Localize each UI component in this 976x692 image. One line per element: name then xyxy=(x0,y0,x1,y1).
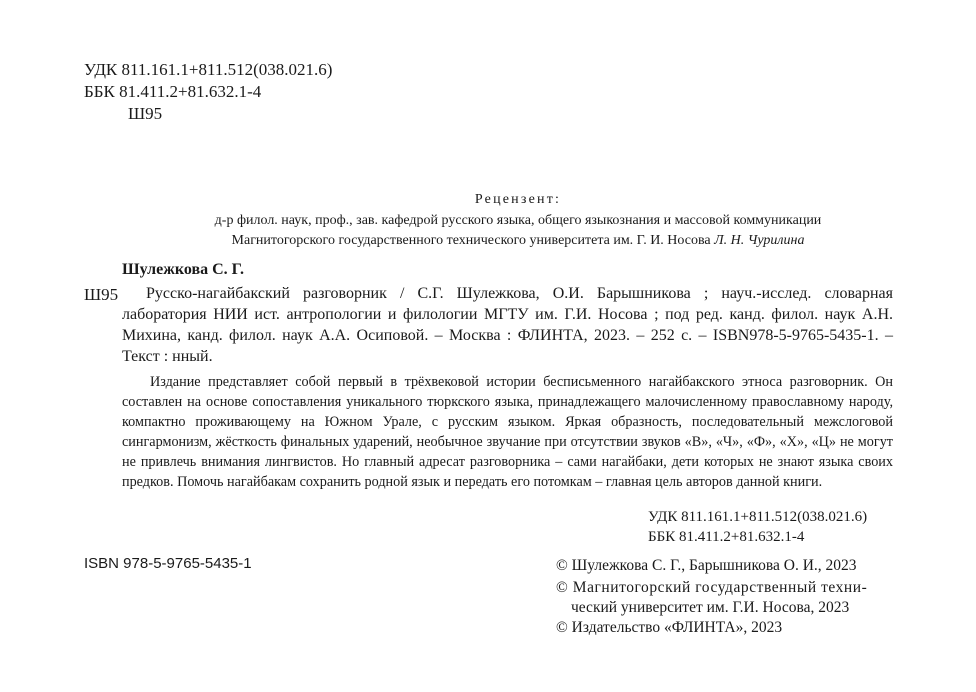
entry-udk: УДК 811.161.1+811.512(038.021.6) xyxy=(648,509,868,525)
entry-author-mark: Ш95 xyxy=(84,285,119,304)
copyright-authors: © Шулежкова С. Г., Барышникова О. И., 2023 xyxy=(556,557,857,574)
copyright-university-line-2: ческий университет им. Г.И. Носова, 2023 xyxy=(571,599,850,616)
isbn: ISBN 978-5-9765-5435-1 xyxy=(84,555,252,572)
bbk-code: ББК 81.411.2+81.632.1-4 xyxy=(84,82,262,101)
bibliographic-description xyxy=(122,283,893,367)
copyright-university-line-1: © Магнитогорский государственный техни- xyxy=(556,579,868,596)
reviewer-title: Рецензент: xyxy=(474,192,562,207)
reviewer-affiliation: Магнитогорского государственного технического университета им. Г. И. Носова xyxy=(231,233,711,248)
udk-code: УДК 811.161.1+811.512(038.021.6) xyxy=(84,60,333,79)
copyright-publisher: © Издательство «ФЛИНТА», 2023 xyxy=(556,619,783,636)
reviewer-line-1: д-р филол. наук, проф., зав. кафедрой русского языка, общего языкознания и массовой коммуникации xyxy=(214,213,822,228)
entry-author: Шулежкова С. Г. xyxy=(122,261,245,278)
author-mark: Ш95 xyxy=(128,104,163,123)
entry-bbk: ББК 81.411.2+81.632.1-4 xyxy=(648,529,805,545)
reviewer-name: Л. Н. Чурилина xyxy=(714,233,805,248)
bibliographic-text: Русско-нагайбакский разговорник / С.Г. Шулежкова, О.И. Барышникова ; науч.-исслед. словарная лаборатория НИИ ист. антропологии и филологии МГТУ им. Г.И. Носова ; под ред. канд. филол. наук А.Н. Михина, канд. филол. наук А.А. Осиповой. – Москва : ФЛИНТА, 2023. – 252 с. – ISBN978-5-9765-5435-1. – Текст : нный. xyxy=(122,285,893,365)
reviewer-line-2 xyxy=(0,231,976,251)
annotation: Издание представляет собой первый в трёхвековой истории бесписьменного нагайбакского этноса разговорник. Он составлен на основе сопоставления уникального тюркского языка, принадлежащего малочисленному православному народу, компактно проживающему на Южном Урале, с русским языком. Яркая образность, последовательный межслоговой сингармонизм, жёсткость финальных ударений, необычное звучание при отсутствии звуков «В», «Ч», «Ф», «Х», «Ц» не могут не привлечь внимания лингвистов. Но главный адресат разговорника – сами нагайбаки, дети которых не знают языка своих предков. Помочь нагайбакам сохранить родной язык и передать его потомкам – главная цель авторов данной книги. xyxy=(122,374,893,490)
